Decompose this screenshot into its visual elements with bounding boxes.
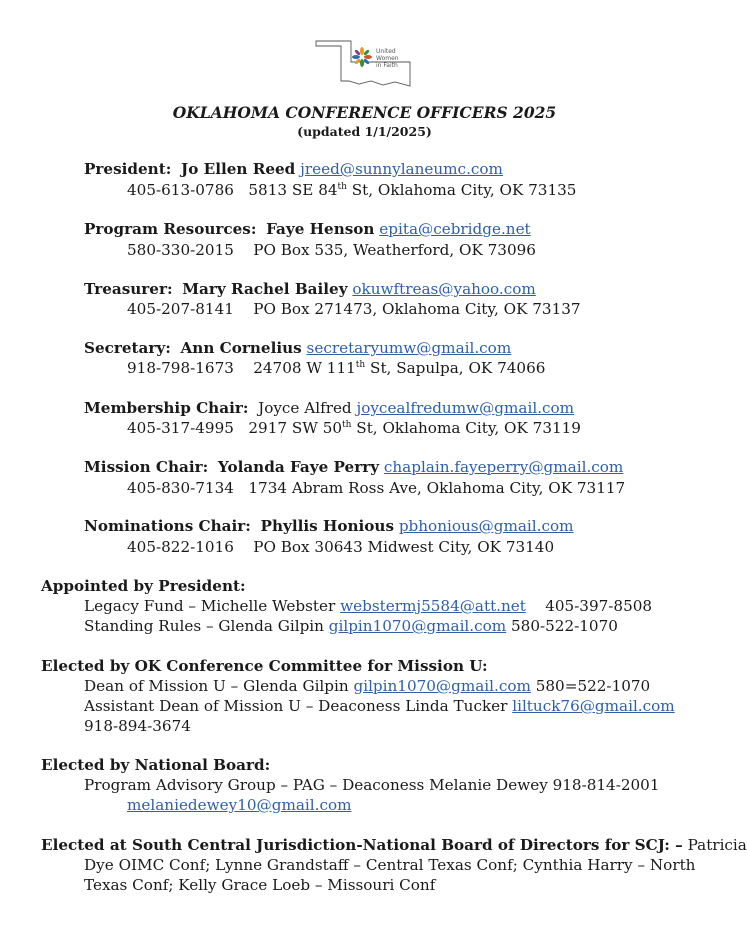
officer-email-link[interactable]: okuwftreas@yahoo.com — [352, 280, 536, 298]
appointee-label: Standing Rules – Glenda Gilpin — [84, 617, 324, 635]
ordinal-suffix: th — [342, 420, 352, 430]
appointee-email-link[interactable]: liltuck76@gmail.com — [512, 697, 675, 715]
officer-role: Treasurer: — [84, 280, 173, 298]
officer-name: Yolanda Faye Perry — [217, 458, 380, 476]
officer-role: Nominations Chair: — [84, 517, 251, 535]
officer-contact — [127, 241, 536, 259]
national-pag: Program Advisory Group – PAG – Deaconess Melanie Dewey 918-814-2001 — [84, 776, 660, 794]
officer-name: Mary Rachel Bailey — [182, 280, 348, 298]
officer-mission-chair — [84, 458, 623, 476]
officer-address: 24708 W 111 — [253, 359, 356, 377]
officer-address-rest: St, Oklahoma City, OK 73135 — [346, 181, 577, 199]
officer-membership-chair — [84, 399, 574, 417]
appointee-email-link[interactable]: gilpin1070@gmail.com — [353, 677, 531, 695]
officer-address: PO Box 535, Weatherford, OK 73096 — [253, 241, 536, 259]
officer-contact — [127, 419, 581, 437]
officer-phone: 405-207-8141 — [127, 300, 234, 318]
officer-name: Phyllis Honious — [260, 517, 394, 535]
officer-address: 2917 SW 50 — [248, 419, 343, 437]
logo-wordmark: United Women in Faith — [376, 48, 399, 69]
officer-email-link[interactable]: pbhonious@gmail.com — [398, 517, 574, 535]
officer-name: Ann Cornelius — [180, 339, 302, 357]
appointee-label: Dean of Mission U – Glenda Gilpin — [84, 677, 349, 695]
officer-address: 5813 SE 84 — [248, 181, 338, 199]
national-pag-email-link[interactable]: melaniedewey10@gmail.com — [127, 796, 352, 814]
appointee-email-link[interactable]: gilpin1070@gmail.com — [328, 617, 507, 635]
officer-address-rest: St, Oklahoma City, OK 73119 — [351, 419, 581, 437]
officer-role: Program Resources: — [84, 220, 257, 238]
section-heading-national: Elected by National Board: — [41, 756, 271, 774]
officer-treasurer — [84, 280, 536, 298]
officer-name: Joyce Alfred — [258, 399, 352, 417]
officer-email-link[interactable]: chaplain.fayeperry@gmail.com — [383, 458, 624, 476]
flower-logo-icon — [351, 46, 373, 68]
officer-contact — [127, 300, 581, 318]
officer-contact — [127, 479, 625, 497]
updated-date: (updated 1/1/2025) — [297, 124, 432, 139]
officer-address: PO Box 30643 Midwest City, OK 73140 — [253, 538, 555, 556]
appointee-label: Legacy Fund – Michelle Webster — [84, 597, 336, 615]
appointee-legacy-fund — [84, 597, 652, 615]
appointee-standing-rules — [84, 617, 618, 635]
officer-president — [84, 160, 503, 178]
officer-phone: 918-798-1673 — [127, 359, 234, 377]
officer-address: PO Box 271473, Oklahoma City, OK 73137 — [253, 300, 581, 318]
mission-u-assistant-phone: 918-894-3674 — [84, 717, 191, 735]
appointee-email-link[interactable]: webstermj5584@att.net — [340, 597, 526, 615]
mission-u-dean — [84, 677, 650, 695]
appointee-phone: 580-522-1070 — [511, 617, 618, 635]
officer-phone: 405-822-1016 — [127, 538, 234, 556]
officer-address: 1734 Abram Ross Ave, Oklahoma City, OK 73117 — [248, 479, 626, 497]
officer-secretary — [84, 339, 511, 357]
ordinal-suffix: th — [355, 360, 366, 370]
officer-role: President: — [84, 160, 172, 178]
officer-role: Membership Chair: — [84, 399, 249, 417]
logo — [315, 40, 411, 88]
officer-contact — [127, 538, 554, 556]
appointee-phone: 580=522-1070 — [535, 677, 651, 695]
mission-u-assistant-dean — [84, 697, 675, 715]
officer-email-link[interactable]: epita@cebridge.net — [379, 220, 531, 238]
page-title: OKLAHOMA CONFERENCE OFFICERS 2025 — [172, 103, 557, 122]
officer-phone: 405-317-4995 — [127, 419, 234, 437]
officer-phone: 405-830-7134 — [127, 479, 234, 497]
officer-name: Faye Henson — [266, 220, 375, 238]
officer-role: Secretary: — [84, 339, 171, 357]
officer-role: Mission Chair: — [84, 458, 209, 476]
officer-nominations-chair — [84, 517, 574, 535]
officer-email-link[interactable]: jreed@sunnylaneumc.com — [300, 160, 503, 178]
officer-name: Jo Ellen Reed — [181, 160, 296, 178]
officer-email-link[interactable]: secretaryumw@gmail.com — [306, 339, 512, 357]
appointee-label: Assistant Dean of Mission U – Deaconess Linda Tucker — [84, 697, 508, 715]
officer-contact — [127, 181, 576, 199]
scj-text-start: Patricia — [687, 836, 747, 854]
appointee-phone: 405-397-8508 — [545, 597, 653, 615]
officer-program-resources — [84, 220, 531, 238]
officer-email-link[interactable]: joycealfredumw@gmail.com — [356, 399, 575, 417]
scj-line2: Dye OIMC Conf; Lynne Grandstaff – Central Texas Conf; Cynthia Harry – North — [84, 856, 696, 874]
section-heading-appointed: Appointed by President: — [41, 577, 246, 595]
officer-phone: 580-330-2015 — [127, 241, 234, 259]
officer-address-rest: St, Sapulpa, OK 74066 — [365, 359, 546, 377]
scj-line3: Texas Conf; Kelly Grace Loeb – Missouri Conf — [84, 876, 436, 894]
section-heading-mission-u: Elected by OK Conference Committee for Mission U: — [41, 657, 488, 675]
section-heading-scj: Elected at South Central Jurisdiction-National Board of Directors for SCJ: – — [41, 836, 683, 854]
section-scj-line1 — [41, 836, 747, 854]
ordinal-suffix: th — [337, 182, 347, 192]
officer-contact — [127, 359, 545, 377]
officer-phone: 405-613-0786 — [127, 181, 234, 199]
